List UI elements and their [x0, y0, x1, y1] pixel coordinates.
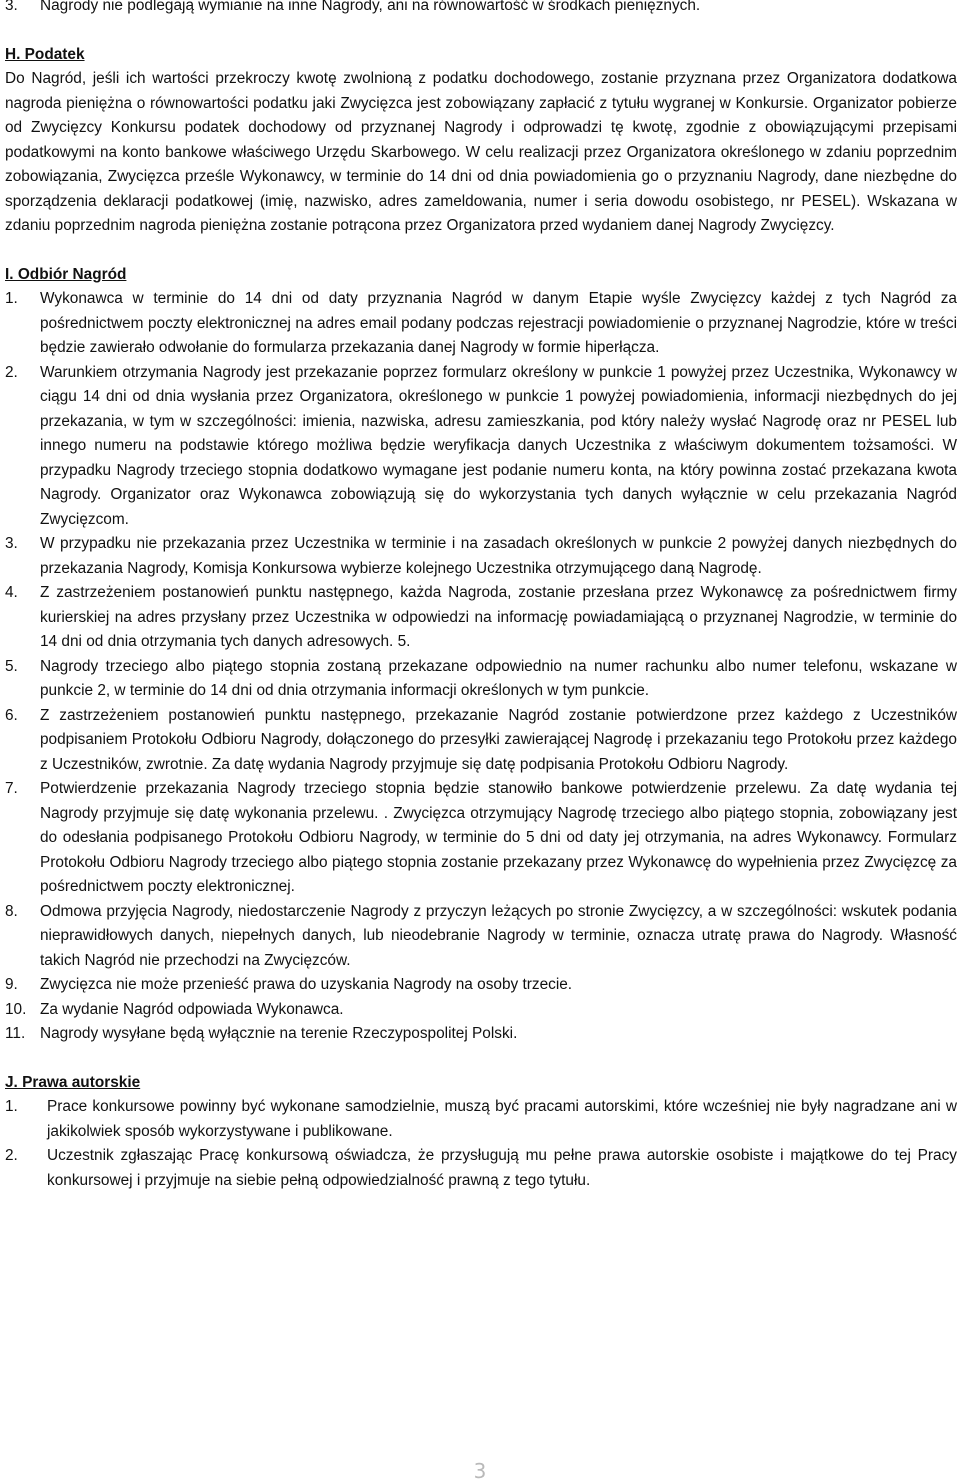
- list-item-number: 2.: [5, 1147, 18, 1164]
- list-item-text: Prace konkursowe powinny być wykonane samodzielnie, muszą być pracami autorskimi, które wcześniej nie były nagradzane ani w jakikolwiek sposób wykorzystywane i publikowane.: [47, 1098, 957, 1140]
- list-item: [5, 777, 957, 900]
- spacer: [5, 19, 957, 43]
- list-item-number: 7.: [5, 780, 18, 797]
- list-item-text: Z zastrzeżeniem postanowień punktu następnego, każda Nagroda, zostanie przesłana przez Wykonawcę za pośrednictwem firmy kurierskiej na adres przysłany przez Uczestnika w odpowiedzi na informację powiadamiającą o przyznanej Nagrodzie, w terminie do 14 dni od dnia otrzymania tych danych adresowych. 5.: [40, 584, 957, 650]
- list-item: [5, 1022, 957, 1047]
- list-item-text: Nagrody wysyłane będą wyłącznie na terenie Rzeczypospolitej Polski.: [40, 1025, 518, 1042]
- list-item-number: 10.: [5, 1000, 27, 1018]
- spacer: [5, 1047, 957, 1071]
- section-heading-podatek: H. Podatek: [5, 45, 85, 63]
- list-item: [5, 998, 957, 1023]
- list-item: [5, 973, 957, 998]
- list-item-text: Warunkiem otrzymania Nagrody jest przekazanie poprzez formularz określony w punkcie 1 powyżej przez Uczestnika, Wykonawcy w ciągu 14 dni od dnia wysłania przez Organizatora, określonego w punkcie 1 powyżej powiadomienia, informacji niezbędnych do jej przekazania, w tym w szczególności: imienia, nazwiska, adresu zamieszkania, pod który należy wysłać Nagrodę oraz nr PESEL lub innego numeru na podstawie którego możliwa będzie weryfikacja danych Uczestnika z właściwym dokumentem tożsamości. W przypadku Nagrody trzeciego stopnia dodatkowo wymagane jest podanie numeru konta, na który powinna zostać przekazana kwota Nagrody. Organizator oraz Wykonawca zobowiązują się do wykorzystania tych danych wyłącznie w celu przekazania Nagród Zwycięzcom.: [40, 363, 957, 528]
- section-heading-odbior-nagrod: I. Odbiór Nagród: [5, 265, 127, 283]
- list-item-number: 9.: [5, 976, 18, 993]
- document-page: [5, 0, 957, 1193]
- list-item-text: Zwycięzca nie może przenieść prawa do uzyskania Nagrody na osoby trzecie.: [40, 976, 573, 993]
- list-item: [5, 1144, 957, 1193]
- list-item-text: Uczestnik zgłaszając Pracę konkursową oświadcza, że przysługują mu pełne prawa autorskie osobiste i majątkowe do tej Pracy konkursowej i przyjmuje na siebie pełną odpowiedzialność prawną z tego tytułu.: [47, 1147, 957, 1189]
- list-item-number: 4.: [5, 584, 18, 601]
- list-item-number: 5.: [5, 657, 18, 675]
- list-item-text: Wykonawca w terminie do 14 dni od daty przyznania Nagród w danym Etapie wyśle Zwycięzcy każdej z tych Nagród za pośrednictwem poczty elektronicznej na adres email podany podczas rejestracji powiadomienie o przyznanej Nagrodzie, które w treści będzie zawierało odwołanie do formularza przekazania danej Nagrody w formie hiperłącza.: [40, 290, 957, 356]
- list-item: [5, 655, 957, 704]
- list-item: [5, 900, 957, 974]
- list-item-text: Nagrody nie podlegają wymianie na inne Nagrody, ani na równowartość w środkach pieniężnych.: [40, 0, 701, 14]
- list-item: [5, 1095, 957, 1144]
- page-number: 3: [473, 1459, 487, 1483]
- section-body-podatek: Do Nagród, jeśli ich wartości przekroczy kwotę zwolnioną z podatku dochodowego, zostanie przyznana przez Organizatora dodatkowa nagroda pieniężna o równowartości podatku jaki Zwycięzca jest zobowiązany zapłacić z tytułu wygranej w Konkursie. Organizator pobierze od Zwycięzcy Konkursu podatek dochodowy od przyznanej Nagrody i odprowadzi tę kwotę, zgodnie z obowiązującymi przepisami podatkowymi na konto bankowe właściwego Urzędu Skarbowego. W celu realizacji przez Organizatora określonego w zdaniu poprzednim zobowiązania, Zwycięzca prześle Wykonawcy, w terminie do 14 dni od dnia powiadomienia go o przyznaniu Nagrody, dane niezbędne do sporządzenia deklaracji podatkowej (imię, nazwisko, adres zameldowania, numer i seria dowodu osobistego, nr PESEL). Wskazana w zdaniu poprzednim nagroda pieniężna zostanie potrącona przez Organizatora przed wydaniem danej Nagrody Zwycięzcy.: [5, 70, 957, 234]
- list-item-number: 2.: [5, 363, 18, 381]
- list-item: [5, 532, 957, 581]
- list-item-number: 3.: [5, 0, 18, 14]
- list-item-number: 8.: [5, 902, 18, 920]
- list-item-text: Odmowa przyjęcia Nagrody, niedostarczenie Nagrody z przyczyn leżących po stronie Zwycięzcy, a w szczególności: wskutek podania nieprawidłowych danych, niepełnych danych, lub nieodebranie Nagrody w terminie, oznacza utratę prawa do Nagrody. Własność takich Nagród nie przechodzi na Zwycięzców.: [40, 902, 957, 969]
- list-item: [5, 287, 957, 361]
- list-item-number: 11.: [5, 1025, 26, 1042]
- spacer: [5, 239, 957, 263]
- list-item-text: Z zastrzeżeniem postanowień punktu następnego, przekazanie Nagród zostanie potwierdzone przez każdego z Uczestników podpisaniem Protokołu Odbioru Nagrody, dołączonego do przesyłki zawierającej Nagrodę i przekazaniu tego Protokołu przez każdego z Uczestników, zwrotnie. Za datę wydania Nagrody przyjmuje się datę podpisania Protokołu Odbioru Nagrody.: [40, 706, 957, 773]
- list-item-text: W przypadku nie przekazania przez Uczestnika w terminie i na zasadach określonych w punkcie 2 powyżej danych niezbędnych do przekazania Nagrody, Komisja Konkursowa wybierze kolejnego Uczestnika otrzymującego daną Nagrodę.: [40, 535, 957, 577]
- list-item: [5, 704, 957, 778]
- list-item: [5, 0, 957, 19]
- list-item-number: 1.: [5, 290, 18, 307]
- list-item-number: 1.: [5, 1098, 18, 1115]
- section-heading-prawa-autorskie: J. Prawa autorskie: [5, 1073, 141, 1091]
- list-item: [5, 361, 957, 533]
- list-item-text: Potwierdzenie przekazania Nagrody trzeciego stopnia będzie stanowiło bankowe potwierdzenie przelewu. Za datę wydania tej Nagrody przyjmuje się datę wykonania przelewu. . Zwycięzca otrzymujący Nagrodę trzeciego albo piątego stopnia, zobowiązany jest do odesłania podpisanego Protokołu Odbioru Nagrody, w terminie do 5 dni od daty jej otrzymania, na adres Wykonawcy. Formularz Protokołu Odbioru Nagrody trzeciego albo piątego stopnia zostanie przekazany przez Wykonawcę do wypełnienia przez Zwycięzcę za pośrednictwem poczty elektronicznej.: [40, 780, 957, 895]
- list-item-number: 6.: [5, 706, 18, 724]
- list-item-number: 3.: [5, 535, 18, 552]
- list-item: [5, 581, 957, 655]
- list-item-text: Nagrody trzeciego albo piątego stopnia zostaną przekazane odpowiednio na numer rachunku albo numer telefonu, wskazane w punkcie 2, w terminie do 14 dni od dnia otrzymania informacji określonych w tym punkcie.: [40, 657, 957, 699]
- list-item-text: Za wydanie Nagród odpowiada Wykonawca.: [40, 1000, 344, 1018]
